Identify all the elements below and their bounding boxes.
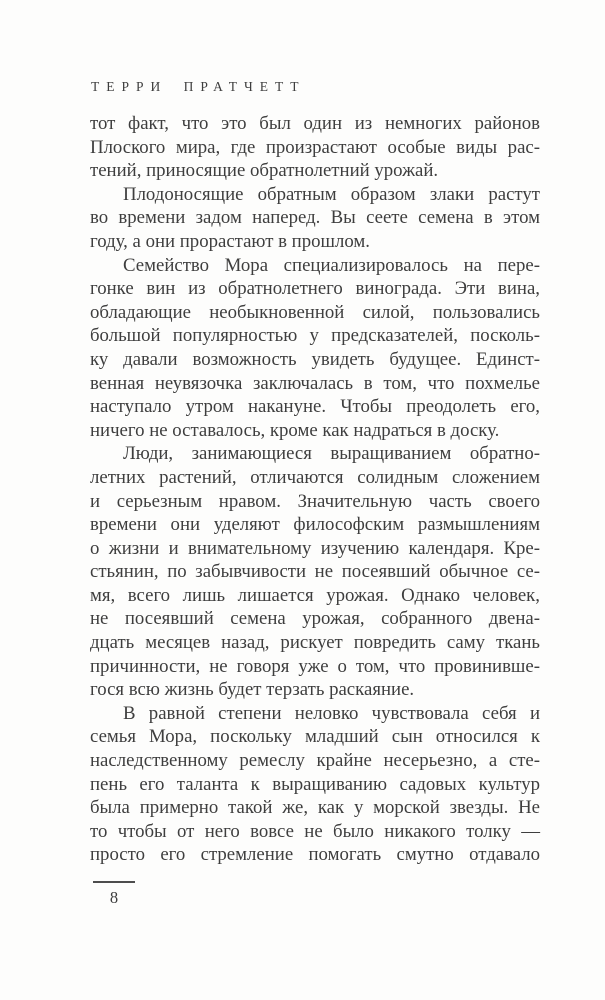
text-line: то чтобы от него вовсе не было никакого толку —	[90, 820, 540, 842]
text-line: наступало утром накануне. Чтобы преодолеть его,	[90, 396, 540, 418]
text-line: году, а они прорастают в прошлом.	[90, 230, 370, 252]
text-line: Люди, занимающиеся выращиванием обратно-	[123, 443, 540, 465]
text-line: венная неувязочка заключалась в том, что похмелье	[90, 372, 540, 394]
page-body	[90, 112, 540, 867]
text-line: летних растений, отличаются солидным сложением	[90, 466, 540, 488]
text-line: Плодоносящие обратным образом злаки растут	[123, 183, 540, 205]
text-line: В равной степени неловко чувствовала себя и	[123, 702, 540, 724]
paragraph	[90, 183, 540, 254]
text-line: тот факт, что это был один из немногих районов	[90, 113, 540, 134]
text-line: Плоского мира, где произрастают особые виды рас-	[90, 136, 540, 158]
text-line: причинности, не говоря уже о том, что провинивше-	[90, 655, 540, 677]
text-line: обладающие необыкновенной силой, пользовались	[90, 301, 540, 323]
text-line: гонке вин из обратнолетнего винограда. Эти вина,	[90, 278, 540, 300]
paragraph	[90, 442, 540, 702]
text-line: пень его таланта к выращиванию садовых культур	[90, 773, 540, 795]
text-line: дцать месяцев назад, рискует повредить саму ткань	[90, 632, 540, 654]
text-line: и серьезным нравом. Значительную часть своего	[90, 490, 540, 512]
text-line: времени они уделяют философским размышлениям	[90, 514, 540, 536]
paragraph	[90, 112, 540, 183]
paragraph	[90, 254, 540, 443]
text-line: ку давали возможность увидеть будущее. Единст-	[90, 348, 540, 370]
text-line: наследственному ремеслу крайне несерьезно, а сте-	[90, 750, 540, 772]
footnote-rule	[93, 881, 135, 883]
text-line: семья Мора, поскольку младший сын относился к	[90, 726, 540, 748]
text-line: просто его стремление помогать смутно отдавало	[90, 844, 540, 866]
text-line: стьянин, по забывчивости не посеявший обычное се-	[90, 561, 540, 583]
text-line: Семейство Мора специализировалось на пере-	[123, 254, 540, 276]
text-line: во времени задом наперед. Вы сеете семена в этом	[90, 207, 540, 229]
page-number: 8	[109, 888, 119, 907]
text-line: большой популярностью у предсказателей, посколь-	[90, 325, 540, 347]
paragraph	[90, 702, 540, 867]
text-line: ничего не оставалось, кроме как надраться в доску.	[90, 419, 500, 441]
text-line: о жизни и внимательному изучению календаря. Кре-	[90, 537, 540, 559]
text-line: мя, всего лишь лишается урожая. Однако человек,	[90, 584, 540, 606]
text-line: гося всю жизнь будет терзать раскаяние.	[90, 679, 415, 701]
running-header-author: ТЕРРИ ПРАТЧЕТТ	[91, 79, 306, 94]
text-line: не посеявший семена урожая, собранного двена-	[90, 608, 540, 630]
text-line: тений, приносящие обратнолетний урожай.	[90, 160, 439, 182]
text-line: была примерно такой же, как у морской звезды. Не	[90, 797, 540, 819]
